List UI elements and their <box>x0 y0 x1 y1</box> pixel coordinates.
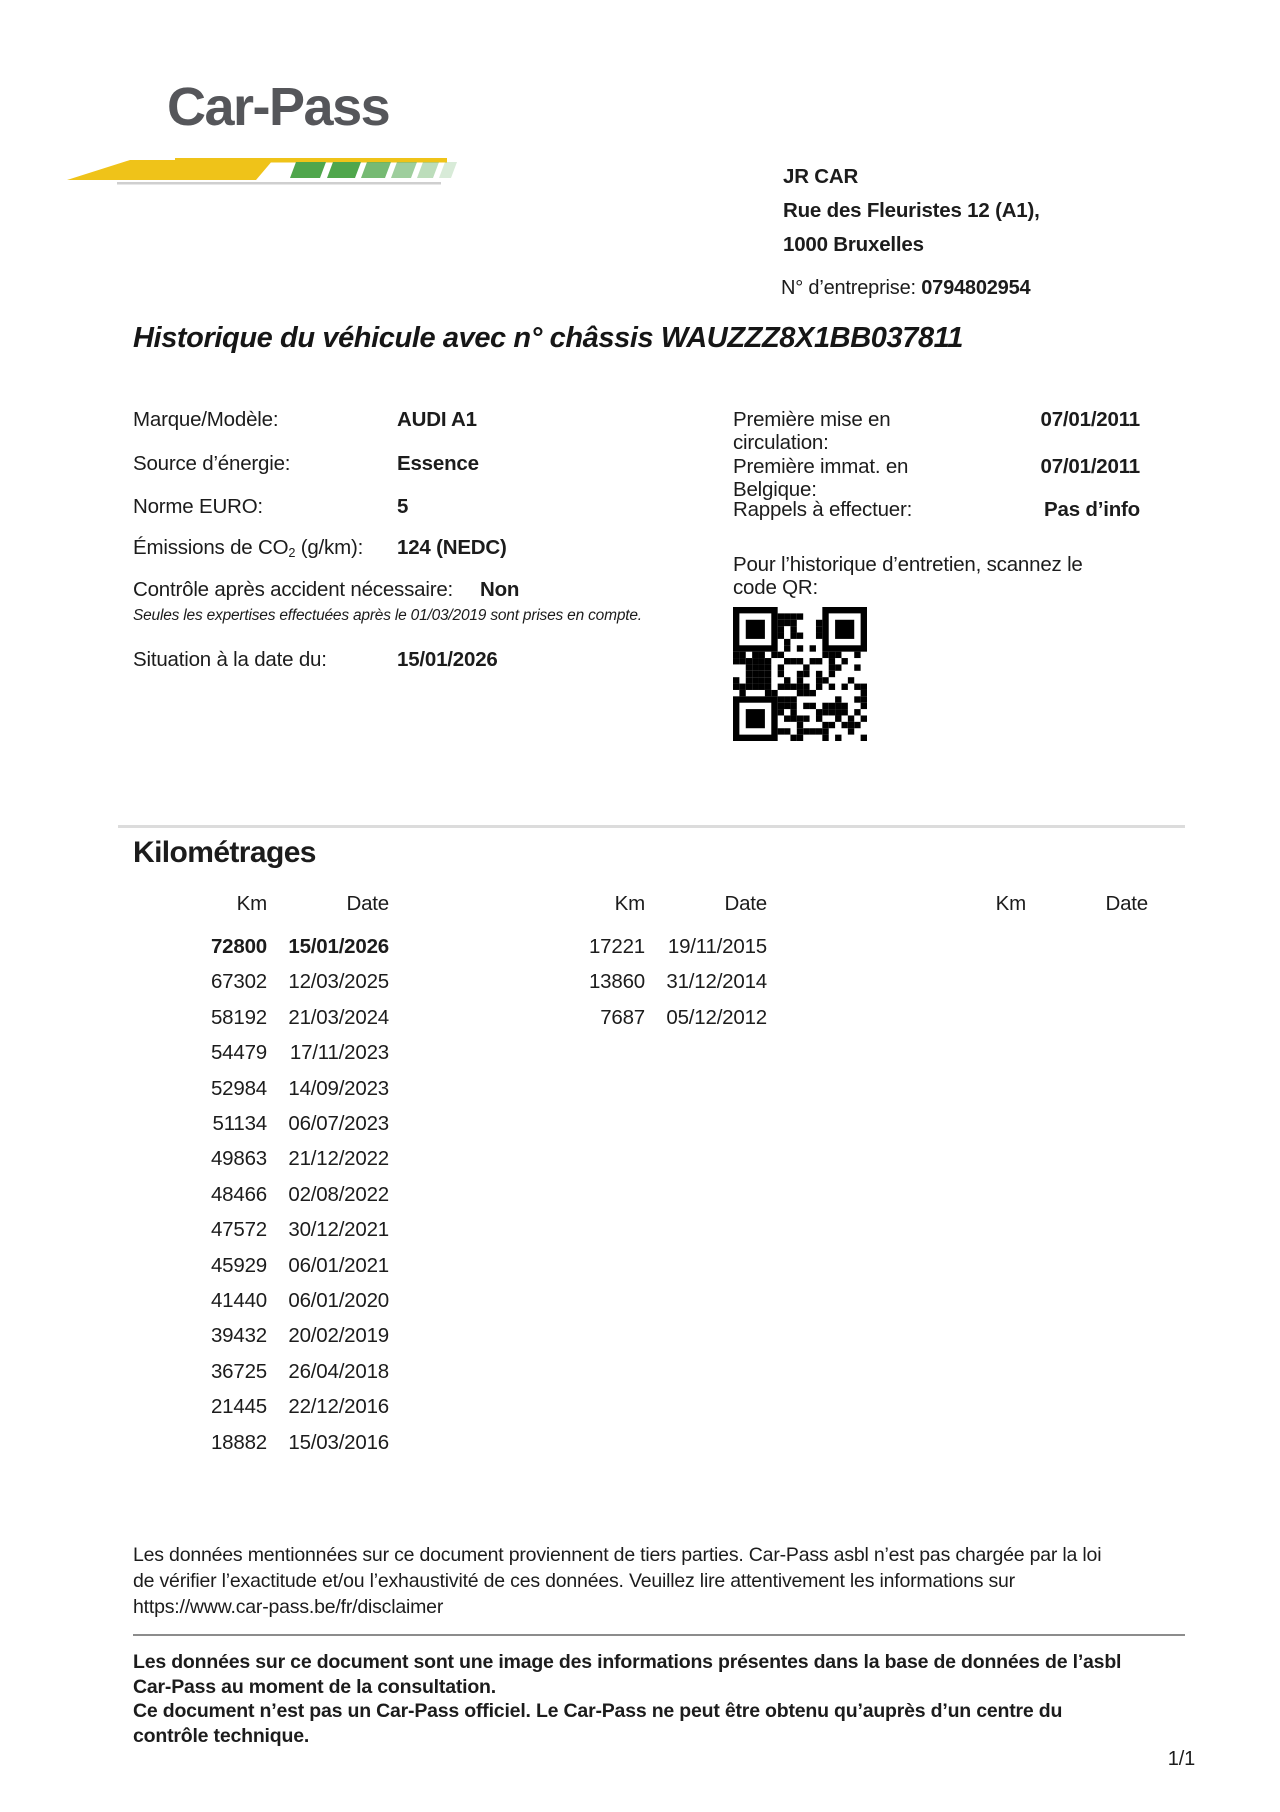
mileage-row <box>172 1071 389 1106</box>
detail-value: Non <box>480 578 520 601</box>
mileage-row <box>172 1106 389 1141</box>
mileage-km-value: 58192 <box>210 1005 267 1029</box>
registration-value: 07/01/2011 <box>1040 455 1140 478</box>
mileage-row <box>172 1283 389 1318</box>
mileage-date-value: 05/12/2012 <box>666 1005 767 1029</box>
carpass-logo-wordmark: Car-Pass <box>167 77 390 137</box>
mileage-column-2 <box>931 893 1148 929</box>
mileage-date-value: 30/12/2021 <box>288 1218 389 1242</box>
mileage-rows <box>172 929 389 1460</box>
mileage-km-value: 45929 <box>210 1253 267 1277</box>
mileage-km-value: 47572 <box>210 1218 267 1242</box>
registration-label: Première immat. en Belgique: <box>733 455 909 501</box>
mileage-km-value: 17221 <box>588 935 645 958</box>
mileage-km-value: 52984 <box>210 1076 267 1100</box>
mileage-header-row <box>931 893 1148 915</box>
disclaimer-line: de vérifier l’exactitude et/ou l’exhaustivité de ces données. Veuillez lire attentivement les informations sur <box>133 1569 1015 1592</box>
detail-label: Émissions de $CO_2$ (g/km): <box>133 536 364 561</box>
registration-label: Rappels à effectuer: <box>733 498 913 521</box>
mileage-header-km: Km <box>995 892 1026 915</box>
mileage-date-value: 06/01/2020 <box>288 1289 389 1313</box>
mileage-column-1 <box>550 893 767 1035</box>
enterprise-number-value: 0794802954 <box>921 277 1031 299</box>
detail-value: Essence <box>397 452 479 475</box>
disclaimer-url[interactable]: https://www.car-pass.be/fr/disclaimer <box>133 1595 444 1618</box>
detail-value: AUDI A1 <box>397 408 477 431</box>
carpass-logo-swoosh-icon <box>65 152 475 188</box>
registration-value: 07/01/2011 <box>1040 408 1140 431</box>
mileage-date-value: 06/01/2021 <box>288 1253 389 1277</box>
mileage-date-value: 31/12/2014 <box>666 970 767 994</box>
mileage-header-row <box>550 893 767 915</box>
mileage-km-value: 21445 <box>210 1395 267 1419</box>
detail-value: 5 <box>397 495 409 518</box>
mileage-date-value: 17/11/2023 <box>289 1041 389 1065</box>
legal-line: contrôle technique. <box>133 1724 310 1747</box>
mileage-km-value: 72800 <box>210 935 267 958</box>
mileage-row <box>172 1425 389 1460</box>
mileage-header-date: Date <box>724 892 767 915</box>
mileage-row <box>550 964 767 999</box>
issuer-name: JR CAR <box>783 165 859 188</box>
mileage-row <box>172 1318 389 1353</box>
mileage-date-value: 12/03/2025 <box>288 970 389 994</box>
mileage-section-title: Kilométrages <box>133 836 316 869</box>
mileage-row <box>172 929 389 964</box>
detail-label: Situation à la date du: <box>133 648 327 671</box>
mileage-rows <box>550 929 767 1035</box>
detail-value: 124 (NEDC) <box>397 536 507 559</box>
mileage-date-value: 21/12/2022 <box>288 1147 389 1171</box>
mileage-header-km: Km <box>614 892 645 915</box>
mileage-km-value: 48466 <box>210 1182 267 1206</box>
registration-label: Première mise en circulation: <box>733 408 891 454</box>
mileage-date-value: 15/01/2026 <box>288 935 389 958</box>
section-divider <box>118 825 1185 828</box>
document-title: Historique du véhicule avec n° châssis WAUZZZ8X1BB037811 <box>133 322 963 354</box>
qr-caption: Pour l’historique d’entretien, scannez le code QR: <box>733 553 1083 599</box>
detail-value: 15/01/2026 <box>397 648 498 671</box>
disclaimer-line: Les données mentionnées sur ce document proviennent de tiers parties. Car-Pass asbl n’est pas chargée par la loi <box>133 1544 1102 1566</box>
mileage-date-value: 14/09/2023 <box>288 1076 389 1100</box>
footer-divider <box>133 1634 1185 1636</box>
mileage-km-value: 51134 <box>212 1112 267 1136</box>
mileage-row <box>550 1000 767 1035</box>
mileage-header-date: Date <box>1105 892 1148 915</box>
mileage-header-date: Date <box>346 892 389 915</box>
accident-note: Seules les expertises effectuées après le 01/03/2019 sont prises en compte. <box>133 607 642 624</box>
mileage-row <box>172 1035 389 1070</box>
mileage-header-km: Km <box>236 892 267 915</box>
mileage-row <box>172 1354 389 1389</box>
mileage-km-value: 18882 <box>210 1430 267 1454</box>
mileage-row <box>172 1389 389 1424</box>
mileage-date-value: 19/11/2015 <box>667 935 767 958</box>
page-number: 1/1 <box>1167 1748 1195 1770</box>
enterprise-number-label: N° d’entreprise: <box>781 277 916 299</box>
mileage-row <box>172 1248 389 1283</box>
registration-value: Pas d’info <box>1044 498 1140 521</box>
mileage-date-value: 22/12/2016 <box>288 1395 389 1419</box>
mileage-column-0 <box>172 893 389 1460</box>
detail-label: Source d’énergie: <box>133 452 291 475</box>
mileage-km-value: 49863 <box>210 1147 267 1171</box>
mileage-header-row <box>172 893 389 915</box>
mileage-row <box>172 1000 389 1035</box>
mileage-date-value: 21/03/2024 <box>288 1005 389 1029</box>
mileage-km-value: 13860 <box>588 970 645 994</box>
mileage-date-value: 20/02/2019 <box>288 1324 389 1348</box>
enterprise-number-row <box>781 277 1030 300</box>
issuer-address-line1: Rue des Fleuristes 12 (A1), <box>783 199 1040 222</box>
legal-line: Car-Pass au moment de la consultation. <box>133 1675 496 1698</box>
disclaimer-paragraph <box>133 1543 1101 1620</box>
mileage-km-value: 36725 <box>210 1359 267 1383</box>
detail-label: Marque/Modèle: <box>133 408 279 431</box>
mileage-date-value: 15/03/2016 <box>288 1430 389 1454</box>
mileage-row <box>172 1212 389 1247</box>
issuer-block <box>783 160 1040 262</box>
mileage-row <box>172 1177 389 1212</box>
mileage-date-value: 06/07/2023 <box>288 1112 389 1136</box>
detail-label: Contrôle après accident nécessaire: <box>133 578 454 601</box>
mileage-km-value: 67302 <box>210 970 267 994</box>
legal-paragraph <box>133 1650 1121 1748</box>
legal-line: Ce document n’est pas un Car-Pass officiel. Le Car-Pass ne peut être obtenu qu’auprès d’un centre du <box>133 1700 1063 1723</box>
detail-label: Norme EURO: <box>133 495 263 518</box>
mileage-km-value: 39432 <box>210 1324 267 1348</box>
co2-subscript: 2 <box>288 545 296 561</box>
mileage-row <box>172 964 389 999</box>
legal-line: Les données sur ce document sont une image des informations présentes dans la base de données de l’asbl <box>133 1651 1122 1673</box>
issuer-address-line2: 1000 Bruxelles <box>783 233 924 256</box>
mileage-km-value: 54479 <box>210 1041 267 1065</box>
mileage-row <box>172 1141 389 1176</box>
mileage-date-value: 26/04/2018 <box>288 1359 389 1383</box>
mileage-km-value: 41440 <box>210 1289 267 1313</box>
mileage-km-value: 7687 <box>600 1005 645 1029</box>
mileage-date-value: 02/08/2022 <box>288 1182 389 1206</box>
qr-code <box>733 607 867 741</box>
mileage-row <box>550 929 767 964</box>
